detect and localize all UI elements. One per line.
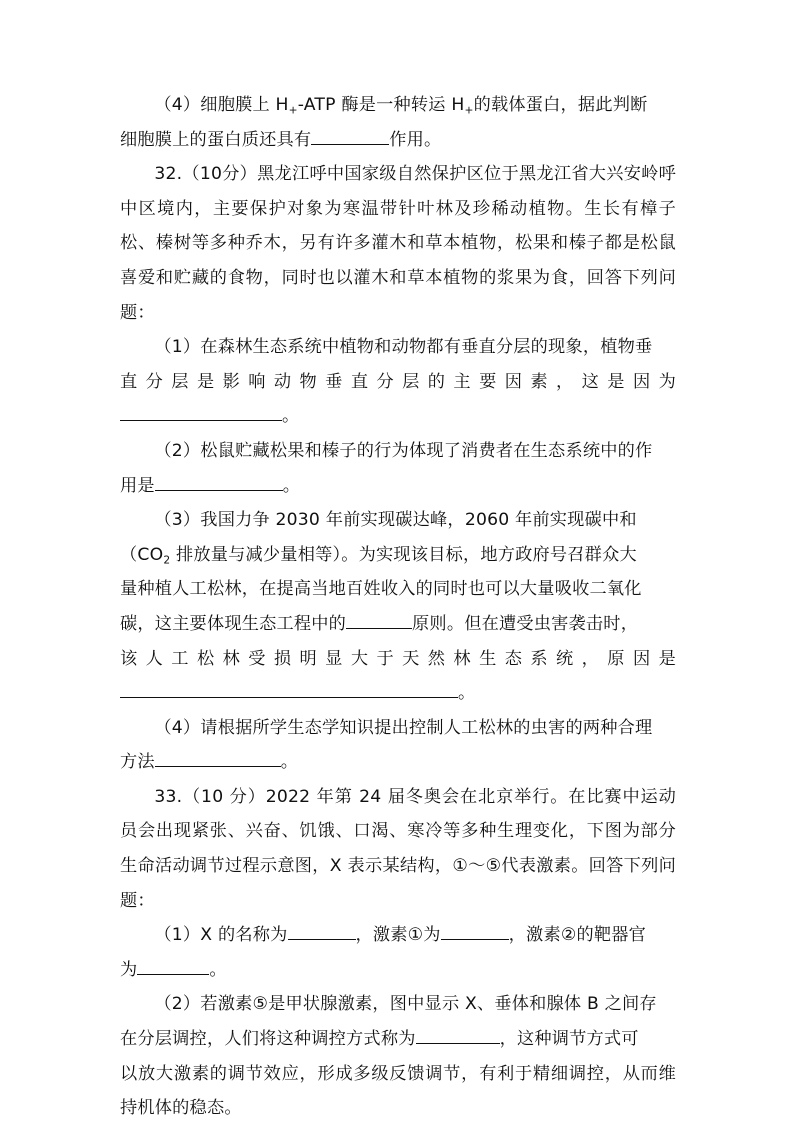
q32-part3-line2: （$CO_2$ 排放量与减少量相等）。为实现该目标，地方政府号召群众大 (120, 544, 637, 567)
q33-intro: 33.（10 分）2022 年第 24 届冬奥会在北京举行。在比赛中运动员会出现紧张、兴奋、饥饿、口渴、寒冷等多种生理变化，下图为部分生命活动调节过程示意图，X 表示某结构，①～⑤代表激素。回答下列问题： (120, 786, 676, 911)
answer-blank[interactable] (137, 958, 209, 974)
q33-part1: （1）X 的名称为 ，激素①为 ，激素②的靶器官 为 。 (120, 925, 646, 980)
q31-part4: （4）细胞膜上 $H_+$-ATP 酶是一种转运 $H_+$的载体蛋白，据此判断 细胞膜上的蛋白质还具有 作用。 (120, 95, 648, 150)
answer-blank[interactable] (441, 924, 509, 940)
q33-part2-line2: 在分层调控，人们将这种调控方式称为 ，这种调节方式可 (120, 1029, 639, 1050)
q32-part1: （1）在森林生态系统中植物和动物都有垂直分层的现象，植物垂 (154, 337, 653, 358)
q32-part3-line3: 量种植人工松林，在提高当地百姓收入的同时也可以大量吸收二氧化 (120, 579, 642, 600)
q32-part3-line5: 该人工松林受损明显大于天然林生态系统，原因是 (120, 648, 676, 669)
answer-blank[interactable] (346, 612, 412, 628)
q33-part2: （2）若激素⑤是甲状腺激素，图中显示 X、垂体和腺体 B 之间存 (154, 994, 657, 1015)
answer-blank[interactable] (155, 474, 283, 490)
answer-blank[interactable] (155, 751, 281, 767)
q32-part3: （3）我国力争 2030 年前实现碳达峰，2060 年前实现碳中和 (154, 510, 637, 531)
q32-intro: 32.（10分）黑龙江呼中国家级自然保护区位于黑龙江省大兴安岭呼中区境内，主要保护对象为寒温带针叶林及珍稀动植物。生长有樟子松、榛树等多种乔木，另有许多灌木和草本植物，松果和榛子都是松鼠喜爱和贮藏的食物，同时也以灌木和草本植物的浆果为食，回答下列问题： (120, 164, 676, 323)
q32-part4: （4）请根据所学生态学知识提出控制人工松林的虫害的两种合理 方法 。 (120, 717, 653, 773)
answer-blank[interactable] (311, 128, 389, 144)
q32-part1-line3: 。 (120, 399, 676, 434)
answer-blank[interactable] (120, 405, 282, 421)
q32-part3-line6: 。 (120, 676, 676, 711)
q33-part2-line3: 以放大激素的调节效应，形成多级反馈调节，有利于精细调控，从而维持机体的稳态。 (120, 1063, 676, 1119)
exam-page (120, 88, 676, 1126)
answer-blank[interactable] (288, 924, 356, 940)
answer-blank[interactable] (416, 1028, 500, 1044)
q32-part1-line2: 直分层是影响动物垂直分层的主要因素，这是因为 (120, 371, 676, 392)
q32-part3-line4: 碳，这主要体现生态工程中的 原则。但在遭受虫害袭击时， (120, 613, 639, 634)
q32-part2: （2）松鼠贮藏松果和榛子的行为体现了消费者在生态系统中的作 用是 。 (120, 440, 653, 496)
answer-blank[interactable] (120, 682, 458, 698)
